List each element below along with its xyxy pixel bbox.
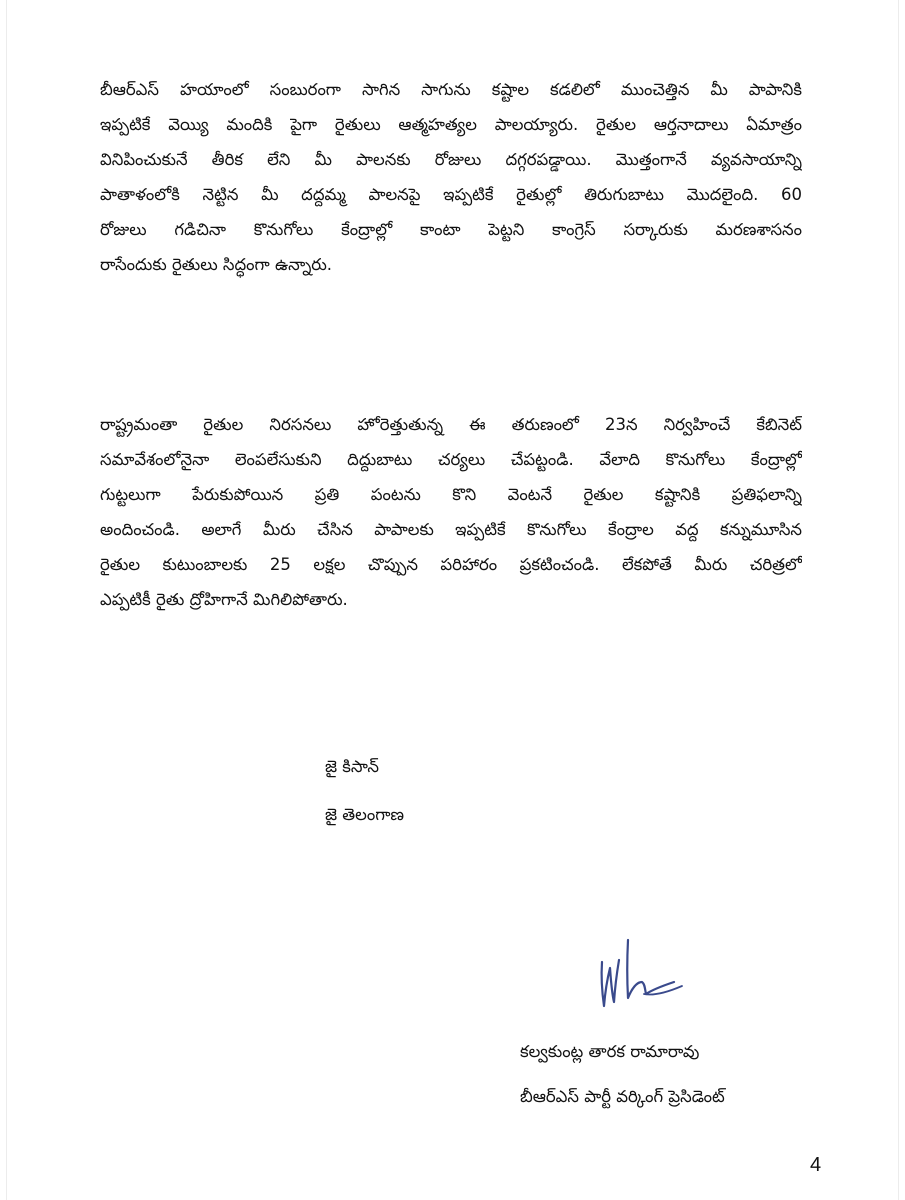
slogan-jai-telangana: జై తెలంగాణ bbox=[325, 805, 405, 824]
paragraph-2-line: అందించండి. అలాగే మీరు చేసిన పాపాలకు ఇప్పటికే కొనుగోలు కేంద్రాల వద్ద కన్నుమూసిన bbox=[100, 520, 802, 539]
paragraph-2-line: గుట్టలుగా పేరుకుపోయిన ప్రతి పంటను కొని వెంటనే రైతుల కష్టానికి ప్రతిఫలాన్ని bbox=[100, 485, 802, 504]
paragraph-2 bbox=[100, 407, 802, 617]
paragraph-1-line: బీఆర్ఎస్ హయాంలో సంబురంగా సాగిన సాగును కష్టాల కడలిలో ముంచెత్తిన మీ పాపానికి bbox=[100, 80, 802, 99]
slogan-jai-kisan: జై కిసాన్ bbox=[325, 757, 379, 776]
handwritten-signature bbox=[592, 932, 692, 1012]
signatory-name: కల్వకుంట్ల తారక రామారావు bbox=[520, 1042, 700, 1061]
paragraph-1-line: రోజులు గడిచినా కొనుగోలు కేంద్రాల్లో కాంటా పెట్టని కాంగ్రెస్ సర్కారుకు మరణశాసనం bbox=[100, 220, 802, 239]
paragraph-2-line: రైతుల కుటుంబాలకు 25 లక్షల చొప్పున పరిహారం ప్రకటించండి. లేకపోతే మీరు చరిత్రలో bbox=[100, 555, 802, 574]
paragraph-2-line: రాష్ట్రమంతా రైతుల నిరసనలు హోరెత్తుతున్న ఈ తరుణంలో 23న నిర్వహించే కేబినెట్ bbox=[100, 415, 802, 434]
paragraph-1-line: పాతాళంలోకి నెట్టిన మీ దద్దమ్మ పాలనపై ఇప్పటికే రైతుల్లో తిరుగుబాటు మొదలైంది. 60 bbox=[100, 185, 802, 204]
paragraph-2-line: సమావేశంలోనైనా లెంపలేసుకుని దిద్దుబాటు చర్యలు చేపట్టండి. వేలాది కొనుగోలు కేంద్రాల్లో bbox=[100, 450, 802, 469]
signatory-title: బీఆర్ఎస్ పార్టీ వర్కింగ్ ప్రెసిడెంట్ bbox=[520, 1087, 725, 1106]
paragraph-1-line: ఇప్పటికే వెయ్యి మందికి పైగా రైతులు ఆత్మహత్యల పాలయ్యారు. రైతుల ఆర్తనాదాలు ఏమాత్రం bbox=[100, 115, 802, 134]
paragraph-1-line: రాసేందుకు రైతులు సిద్ధంగా ఉన్నారు. bbox=[100, 255, 333, 274]
page-number: 4 bbox=[810, 1154, 822, 1176]
paragraph-1-line: వినిపించుకునే తీరిక లేని మీ పాలనకు రోజులు దగ్గరపడ్డాయి. మొత్తంగానే వ్యవసాయాన్ని bbox=[100, 150, 802, 169]
paragraph-2-line: ఎప్పటికీ రైతు ద్రోహిగానే మిగిలిపోతారు. bbox=[100, 590, 348, 609]
paragraph-1 bbox=[100, 72, 802, 282]
